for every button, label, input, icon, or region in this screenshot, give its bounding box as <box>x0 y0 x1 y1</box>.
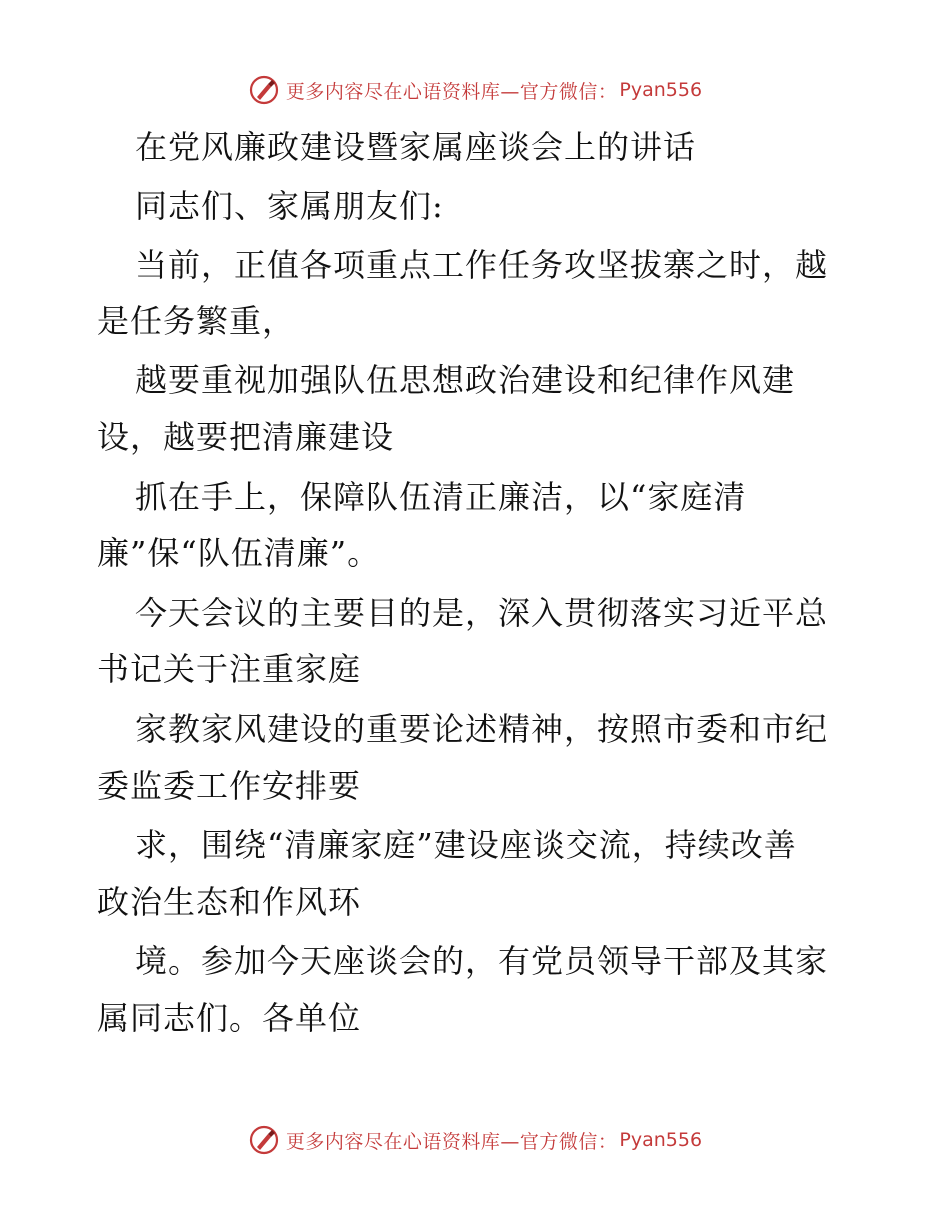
watermark-text: 更多内容尽在心语资料库—官方微信： <box>285 80 618 103</box>
paragraph-line: 家教家风建设的重要论述精神，按照市委和市纪 <box>135 710 829 748</box>
watermark-text: 更多内容尽在心语资料库—官方微信： <box>285 1130 618 1153</box>
document-title: 在党风廉政建设暨家属座谈会上的讲话 <box>135 128 697 166</box>
paragraph-line: 书记关于注重家庭 <box>97 650 362 688</box>
pen-logo-icon <box>248 74 280 106</box>
paragraph-line: 是任务繁重， <box>97 302 296 340</box>
paragraph-line: 设，越要把清廉建设 <box>97 418 395 456</box>
watermark-id: Pyan556 <box>619 1129 703 1151</box>
paragraph-line: 抓在手上，保障队伍清正廉洁，以“家庭清 <box>135 478 747 516</box>
paragraph-line: 政治生态和作风环 <box>97 883 362 921</box>
paragraph-line: 委监委工作安排要 <box>97 767 362 805</box>
paragraph-line: 今天会议的主要目的是，深入贯彻落实习近平总 <box>135 594 829 632</box>
footer-watermark <box>0 1122 950 1158</box>
salutation: 同志们、家属朋友们: <box>135 187 444 225</box>
paragraph-line: 求，围绕“清廉家庭”建设座谈交流，持续改善 <box>135 826 797 864</box>
paragraph-line: 属同志们。各单位 <box>97 999 362 1037</box>
paragraph-line: 越要重视加强队伍思想政治建设和纪律作风建 <box>135 361 796 399</box>
watermark-id: Pyan556 <box>619 79 703 101</box>
paragraph-line: 廉”保“队伍清廉”。 <box>97 534 381 572</box>
paragraph-line: 境。参加今天座谈会的，有党员领导干部及其家 <box>135 942 829 980</box>
pen-logo-icon <box>248 1124 280 1156</box>
paragraph-line: 当前，正值各项重点工作任务攻坚拔寨之时，越 <box>135 246 829 284</box>
header-watermark <box>0 72 950 108</box>
